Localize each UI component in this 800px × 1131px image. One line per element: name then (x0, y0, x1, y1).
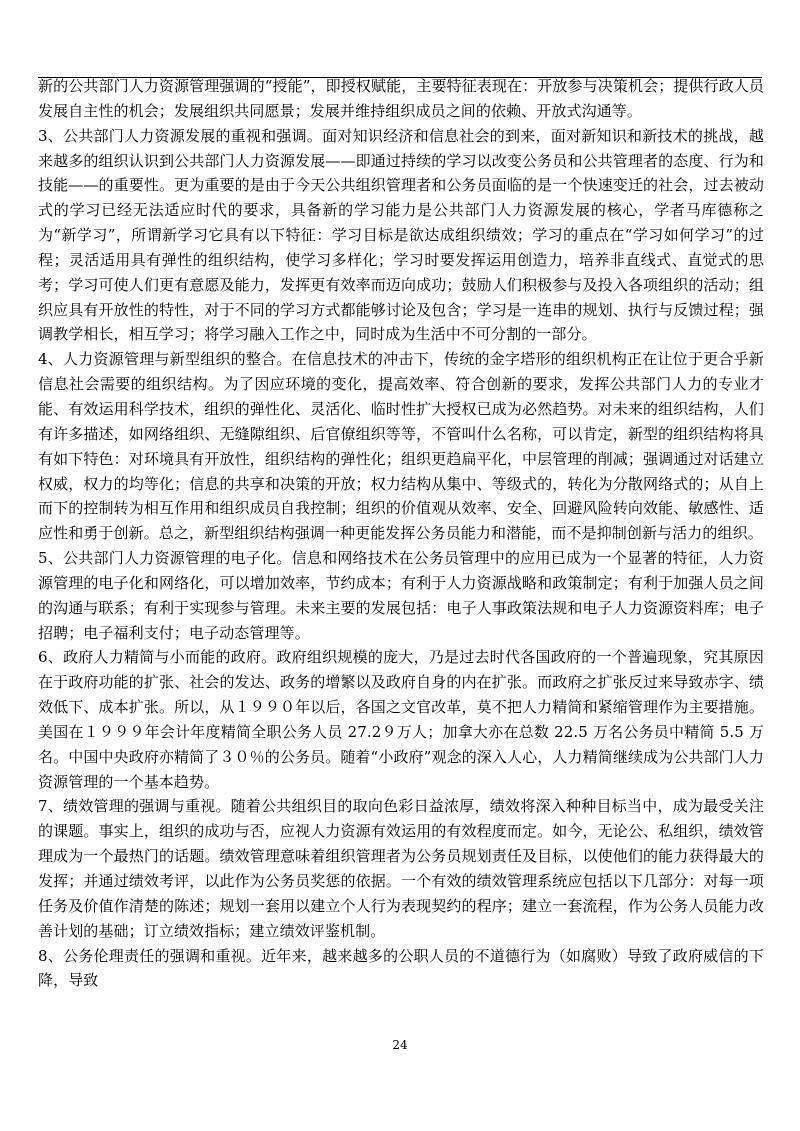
paragraph-5-e-management: 5、公共部门人力资源管理的电子化。信息和网络技术在公务员管理中的应用已成为一个显著的特征，人力资源管理的电子化和网络化，可以增加效率，节约成本；有利于人力资源战略和政策制定；有利于加强人员之间的沟通与联系；有利于实现参与管理。未来主要的发展包括：电子人事政策法规和电子人力资源资料库；电子招聘；电子福利支付；电子动态管理等。 (38, 549, 764, 642)
page-number: 24 (392, 1038, 408, 1052)
paragraph-4-new-organization: 4、人力资源管理与新型组织的整合。在信息技术的冲击下，传统的金字塔形的组织机构正在让位于更合乎新信息社会需要的组织结构。为了因应环境的变化，提高效率、符合创新的要求，发挥公共部门人力的专业才能、有效运用科学技术，组织的弹性化、灵活化、临时性扩大授权已成为必然趋势。对未来的组织结构，人们有许多描述，如网络组织、无缝隙组织、后官僚组织等等，不管叫什么名称，可以肯定，新型的组织结构将具有如下特色：对环境具有开放性，组织结构的弹性化；组织更趋扁平化，中层管理的削减；强调通过对话建立权威，权力的均等化；信息的共享和决策的开放；权力结构从集中、等级式的，转化为分散网络式的；从自上而下的控制转为相互作用和组织成员自我控制；组织的价值观从效率、安全、回避风险转向效能、敏感性、适应性和勇于创新。总之，新型组织结构强调一种更能发挥公务员能力和潜能，而不是抑制创新与活力的组织。 (38, 350, 764, 543)
document-body (38, 74, 764, 993)
paragraph-8-ethics: 8、公务伦理责任的强调和重视。近年来，越来越多的公职人员的不道德行为（如腐败）导致了政府威信的下降，导致 (38, 946, 764, 990)
paragraph-6-downsizing: 6、政府人力精简与小而能的政府。政府组织规模的庞大，乃是过去时代各国政府的一个普遍现象，究其原因在于政府功能的扩张、社会的发达、政务的增繁以及政府自身的内在扩张。而政府之扩张反过来导致赤字、绩效低下、成本扩张。所以，从１９９０年以后，各国之文官改革，莫不把人力精简和紧缩管理作为主要措施。美国在１９９９年会计年度精简全职公务人员 27.2９万人；加拿大亦在总数 22.5 万名公务员中精简 5.5 万名。中国中央政府亦精简了３０％的公务员。随着“小政府”观念的深入人心，人力精简继续成为公共部门人力资源管理的一个基本趋势。 (38, 648, 764, 791)
paragraph-3-hr-development: 3、公共部门人力资源发展的重视和强调。面对知识经济和信息社会的到来，面对新知识和新技术的挑战，越来越多的组织认识到公共部门人力资源发展——即通过持续的学习以改变公务员和公共管理者的态度、行为和技能——的重要性。更为重要的是由于今天公共组织管理者和公务员面临的是一个快速变迁的社会，过去被动式的学习已经无法适应时代的要求，具备新的学习能力是公共部门人力资源发展的核心，学者马库德称之为“新学习”，所谓新学习它具有以下特征：学习目标是欲达成组织绩效；学习的重点在“学习如何学习”的过程；灵活适用具有弹性的组织结构，使学习多样化；学习时要发挥运用创造力，培养非直线式、直觉式的思考；学习可使人们更有意愿及能力，发挥更有效率而迈向成功；鼓励人们积极参与及投入各项组织的活动；组织应具有开放性的特性，对于不同的学习方式都能够讨论及包含；学习是一连串的规划、执行与反馈过程；强调教学相长，相互学习；将学习融入工作之中，同时成为生活中不可分割的一部分。 (38, 126, 764, 344)
paragraph-7-performance: 7、绩效管理的强调与重视。随着公共组织目的取向色彩日益浓厚，绩效将深入种种目标当中，成为最受关注的课题。事实上，组织的成功与否，应视人力资源有效运用的有效程度而定。如今，无论公、私组织，绩效管理成为一个最热门的话题。绩效管理意味着组织管理者为公务员规划责任及目标，以使他们的能力获得最大的发挥；并通过绩效考评，以此作为公务员奖惩的依据。一个有效的绩效管理系统应包括以下几部分：对每一项任务及价值作清楚的陈述；规划一套用以建立个人行为表现契约的程序；建立一套流程，作为公务人员能力改善计划的基础；订立绩效指标；建立绩效评鉴机制。 (38, 797, 764, 940)
paragraph-continuation: 新的公共部门人力资源管理强调的“授能”，即授权赋能，主要特征表现在：开放参与决策机会；提供行政人员发展自主性的机会；发展组织共同愿景；发展并维持组织成员之间的依赖、开放式沟通等。 (38, 77, 764, 120)
